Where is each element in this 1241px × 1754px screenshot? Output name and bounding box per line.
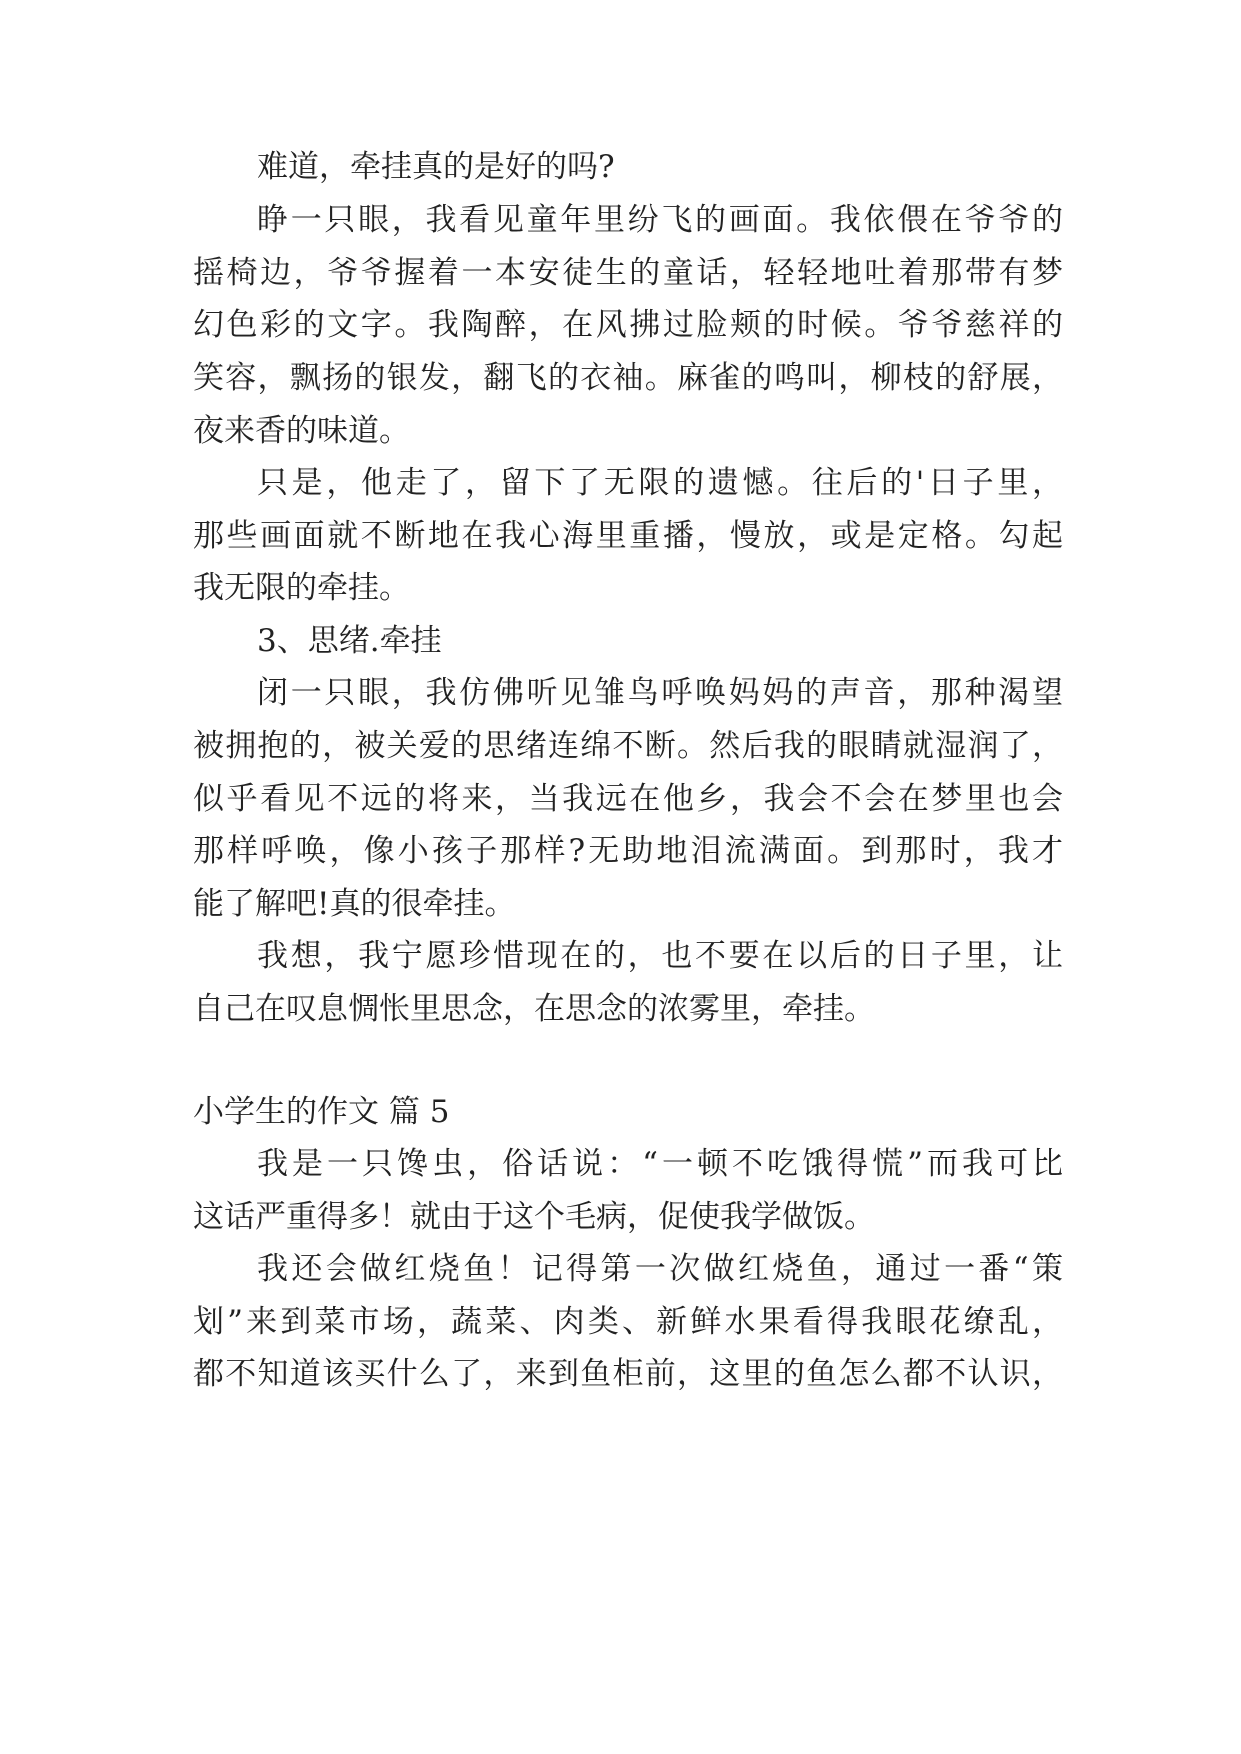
paragraph-line: 我是一只馋虫，俗话说：“一顿不吃饿得慌”而我可比 — [257, 1146, 1063, 1182]
paragraph-line: 只是，他走了，留下了无限的遗憾。往后的'日子里， — [257, 465, 1063, 501]
paragraph-line: 闭一只眼，我仿佛听见雏鸟呼唤妈妈的声音，那种渴望 — [257, 675, 1063, 711]
subheading: 3、思绪.牵挂 — [257, 623, 442, 659]
paragraph-line: 似乎看见不远的将来，当我远在他乡，我会不会在梦里也会 — [193, 781, 1063, 817]
paragraph-line: 能了解吧!真的很牵挂。 — [193, 886, 516, 922]
section-heading: 小学生的作文 篇 5 — [193, 1094, 450, 1130]
paragraph-line: 那样呼唤，像小孩子那样?无助地泪流满面。到那时，我才 — [193, 833, 1063, 869]
paragraph-line: 划”来到菜市场，蔬菜、肉类、新鲜水果看得我眼花缭乱， — [193, 1304, 1063, 1340]
paragraph-line: 那些画面就不断地在我心海里重播，慢放，或是定格。勾起 — [193, 518, 1063, 554]
paragraph-line: 我想，我宁愿珍惜现在的，也不要在以后的日子里，让 — [257, 938, 1063, 974]
paragraph-line: 睁一只眼，我看见童年里纷飞的画面。我依偎在爷爷的 — [257, 202, 1063, 238]
paragraph-line: 都不知道该买什么了，来到鱼柜前，这里的鱼怎么都不认识， — [193, 1356, 1063, 1392]
paragraph-line: 夜来香的味道。 — [193, 413, 410, 449]
paragraph-line: 我无限的牵挂。 — [193, 570, 410, 606]
paragraph-line: 自己在叹息惆怅里思念，在思念的浓雾里，牵挂。 — [193, 991, 875, 1027]
paragraph-line: 幻色彩的文字。我陶醉，在风拂过脸颊的时候。爷爷慈祥的 — [193, 307, 1063, 343]
paragraph-line: 笑容，飘扬的银发，翻飞的衣袖。麻雀的鸣叫，柳枝的舒展， — [193, 360, 1063, 396]
paragraph-line: 被拥抱的，被关爱的思绪连绵不断。然后我的眼睛就湿润了， — [193, 728, 1063, 764]
paragraph-line: 难道，牵挂真的是好的吗? — [257, 149, 615, 185]
paragraph-line: 这话严重得多！就由于这个毛病，促使我学做饭。 — [193, 1199, 875, 1235]
paragraph-line: 摇椅边，爷爷握着一本安徒生的童话，轻轻地吐着那带有梦 — [193, 255, 1063, 291]
paragraph-line: 我还会做红烧鱼！记得第一次做红烧鱼，通过一番“策 — [257, 1251, 1063, 1287]
